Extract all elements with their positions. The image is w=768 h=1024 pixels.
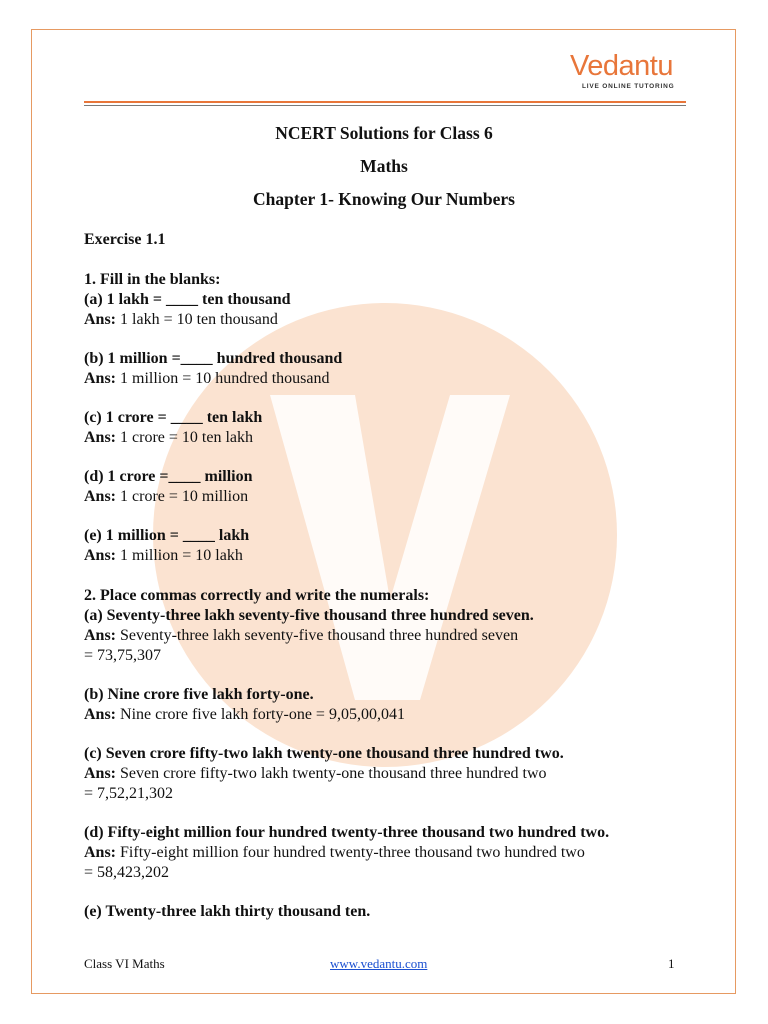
answer-label: Ans: <box>84 311 117 328</box>
header-rule-orange <box>84 101 686 103</box>
answer-label: Ans: <box>84 429 117 446</box>
answer-text: Fifty-eight million four hundred twenty-three thousand two hundred two <box>116 844 585 861</box>
q2c-answer <box>84 764 684 784</box>
answer-text: 1 million = 10 lakh <box>116 547 243 564</box>
logo-wordmark: Vedantu <box>570 50 673 82</box>
answer-label: Ans: <box>84 627 117 644</box>
q2a-answer-value: = 73,75,307 <box>84 647 162 664</box>
answer-text: 1 crore = 10 million <box>116 488 249 505</box>
q2b-question: (b) Nine crore five lakh forty-one. <box>84 686 314 703</box>
document-body <box>84 122 684 922</box>
q2d-answer-value: = 58,423,202 <box>84 864 170 881</box>
answer-text: Nine crore five lakh forty-one = 9,05,00,041 <box>116 706 405 723</box>
answer-text: Seventy-three lakh seventy-five thousand three hundred seven <box>116 627 519 644</box>
q1d-question: (d) 1 crore =____ million <box>84 468 253 485</box>
footer-class-label: Class VI Maths <box>84 956 165 971</box>
q1d-answer <box>84 487 684 507</box>
q1c-question: (c) 1 crore = ____ ten lakh <box>84 409 263 426</box>
q1e-question: (e) 1 million = ____ lakh <box>84 527 250 544</box>
q1a-question: (a) 1 lakh = ____ ten thousand <box>84 291 291 308</box>
exercise-heading: Exercise 1.1 <box>84 231 166 248</box>
q2d-question: (d) Fifty-eight million four hundred twenty-three thousand two hundred two. <box>84 824 610 841</box>
answer-text: 1 million = 10 hundred thousand <box>116 370 330 387</box>
q2e-question: (e) Twenty-three lakh thirty thousand ten. <box>84 903 371 920</box>
answer-label: Ans: <box>84 706 117 723</box>
doc-subject: Maths <box>360 156 408 176</box>
question-2-heading: 2. Place commas correctly and write the numerals: <box>84 587 430 604</box>
header-rule-gray <box>84 105 686 106</box>
q1a-answer <box>84 310 684 330</box>
answer-label: Ans: <box>84 547 117 564</box>
q2a-question: (a) Seventy-three lakh seventy-five thousand three hundred seven. <box>84 607 534 624</box>
q1e-answer <box>84 546 684 566</box>
page-number: 1 <box>668 956 675 971</box>
doc-title: NCERT Solutions for Class 6 <box>275 123 493 143</box>
question-1-heading: 1. Fill in the blanks: <box>84 271 221 288</box>
answer-label: Ans: <box>84 370 117 387</box>
q1c-answer <box>84 428 684 448</box>
q1b-question: (b) 1 million =____ hundred thousand <box>84 350 343 367</box>
q2c-question: (c) Seven crore fifty-two lakh twenty-one thousand three hundred two. <box>84 745 564 762</box>
answer-text: Seven crore fifty-two lakh twenty-one thousand three hundred two <box>116 765 547 782</box>
answer-text: 1 crore = 10 ten lakh <box>116 429 253 446</box>
answer-label: Ans: <box>84 844 117 861</box>
vedantu-logo[interactable] <box>570 52 688 94</box>
footer-website-link[interactable]: www.vedantu.com <box>330 956 428 971</box>
q2a-answer <box>84 626 684 646</box>
logo-tagline: LIVE ONLINE TUTORING <box>582 83 675 90</box>
q2b-answer <box>84 705 684 725</box>
answer-text: 1 lakh = 10 ten thousand <box>116 311 278 328</box>
q1b-answer <box>84 369 684 389</box>
doc-chapter: Chapter 1- Knowing Our Numbers <box>253 189 515 209</box>
answer-label: Ans: <box>84 765 117 782</box>
q2d-answer <box>84 843 684 863</box>
q2c-answer-value: = 7,52,21,302 <box>84 785 174 802</box>
answer-label: Ans: <box>84 488 117 505</box>
